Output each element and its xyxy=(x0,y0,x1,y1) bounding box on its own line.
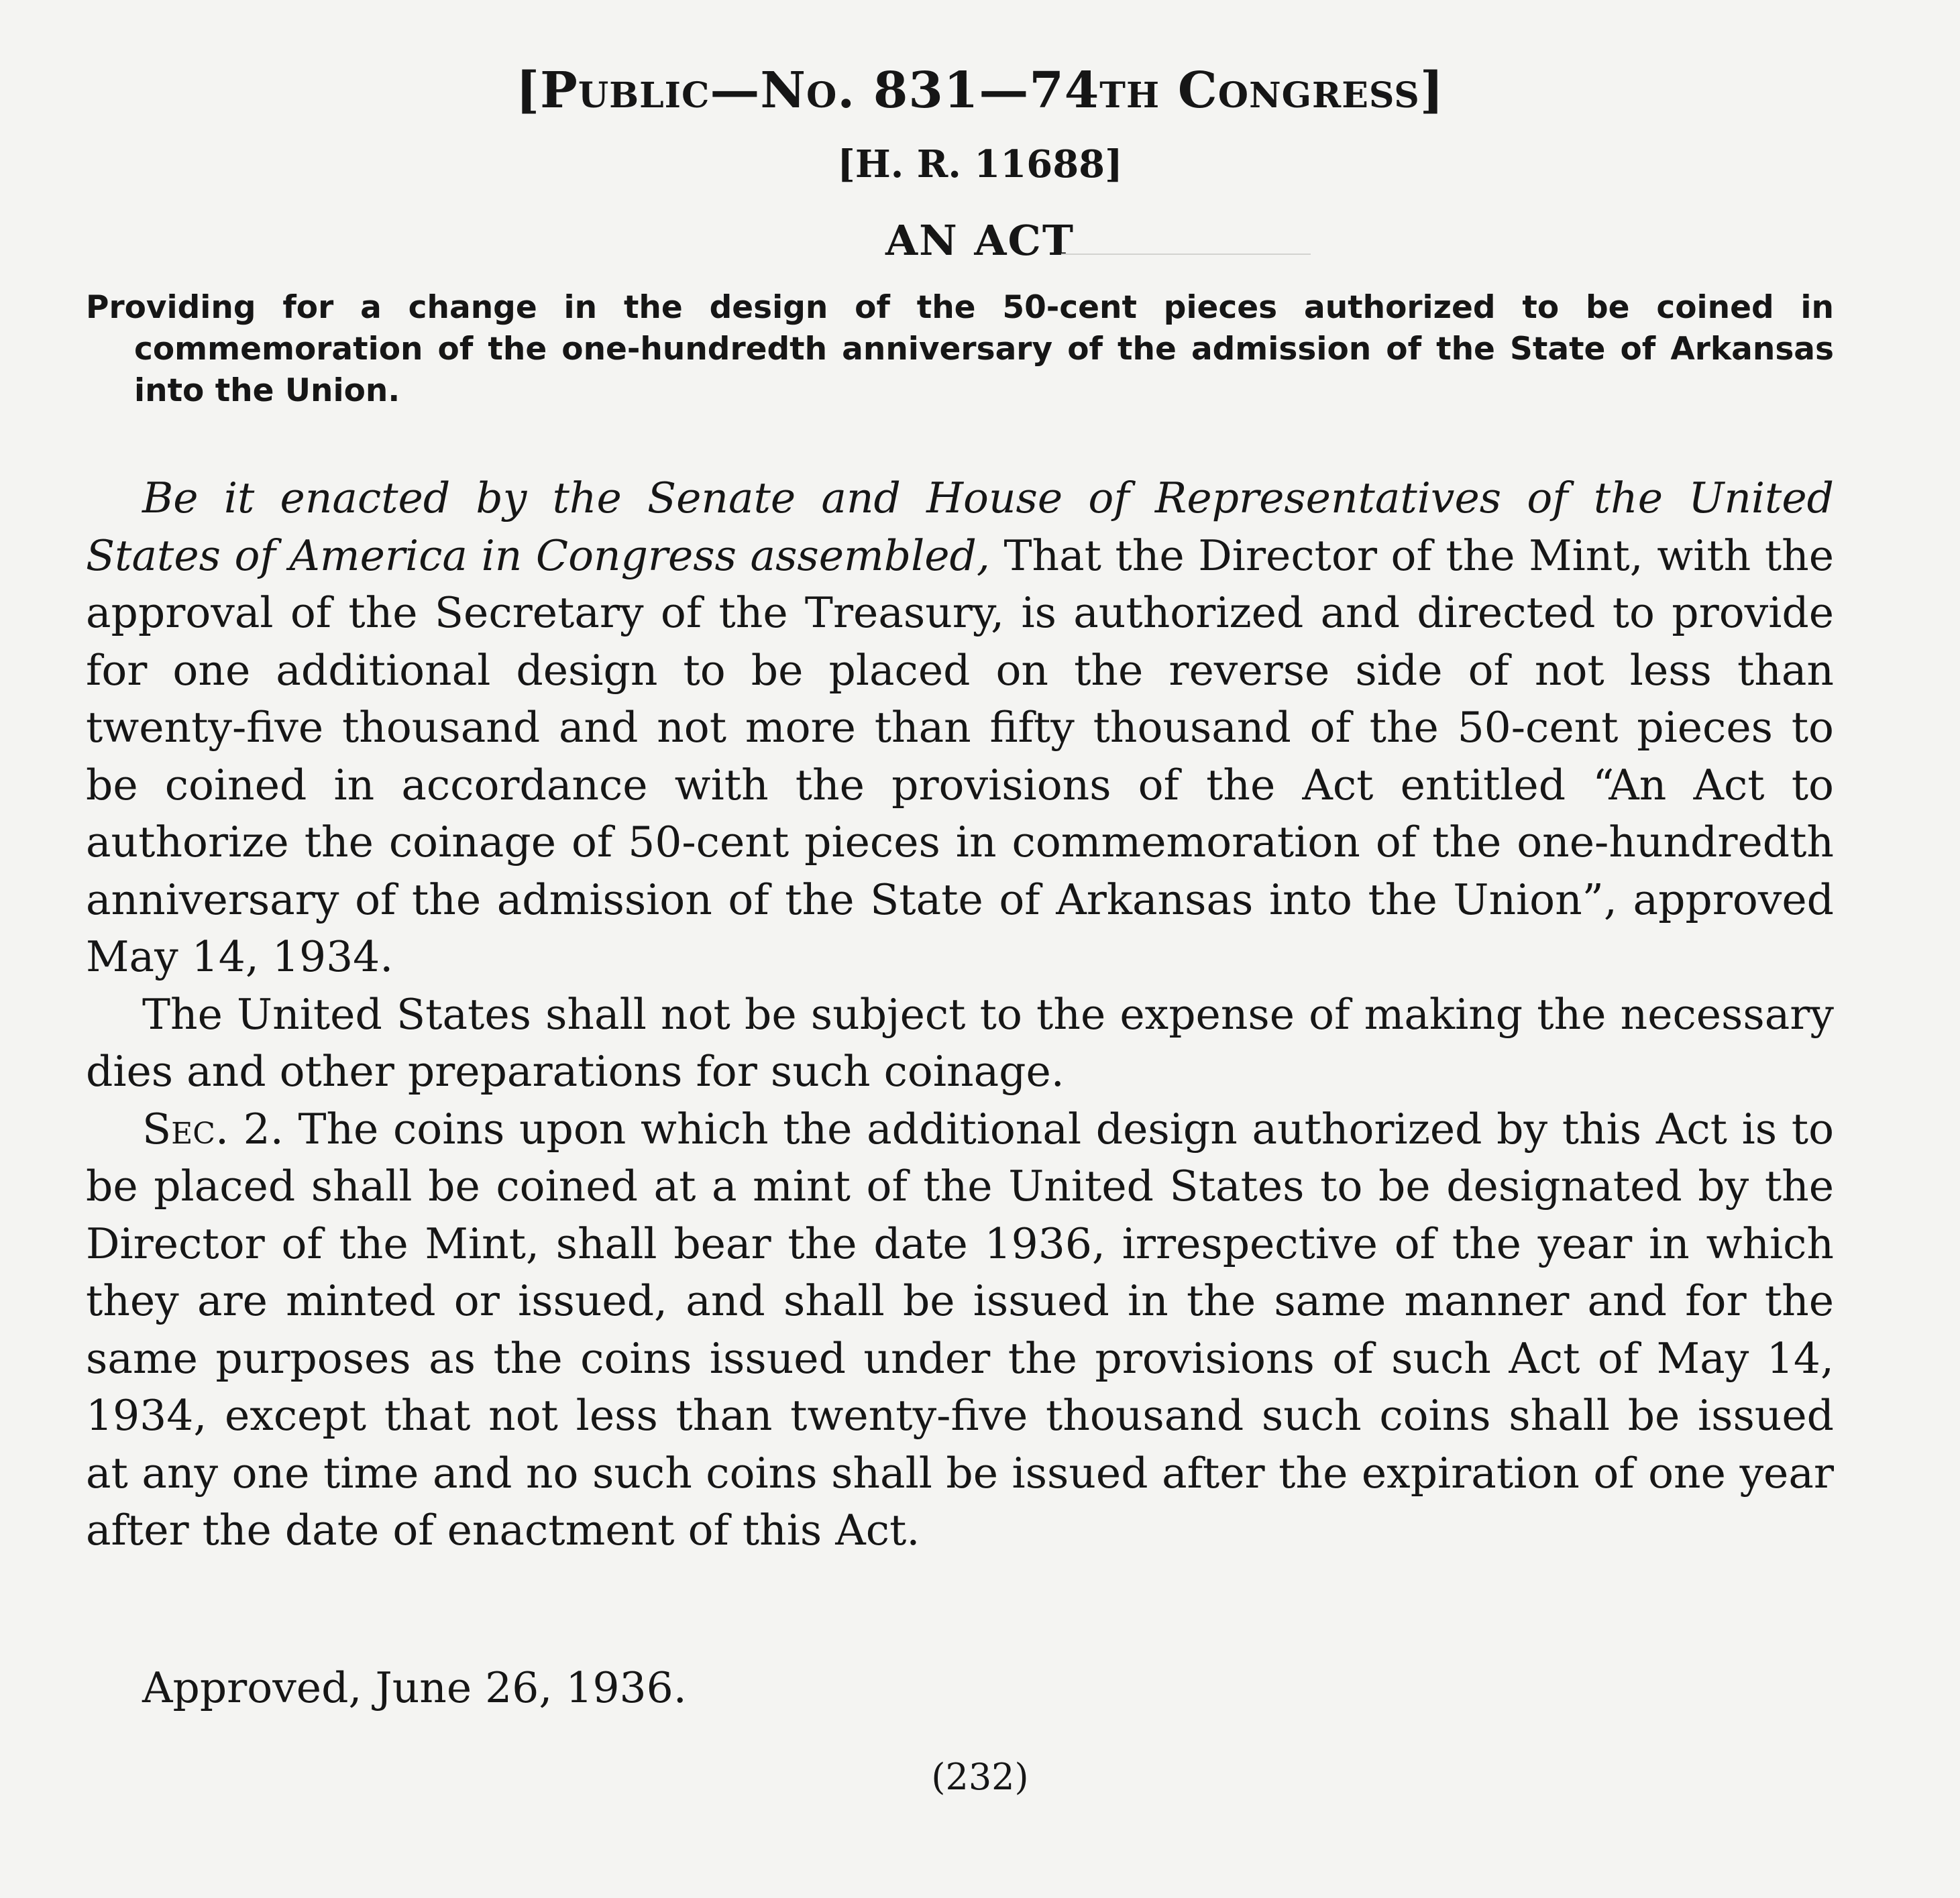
paragraph-1-text: That the Director of the Mint, with the approval of the Secretary of the Treasury, is authorized and directed to provide for one additional design to be placed on the reverse side of not less than twenty-five thousand and not more than fifty thousand of the 50-cent pieces to be coined in accordance with the provisions of the Act entitled “An Act to authorize the coinage of 50-cent pieces in commemoration of the one-hundredth anniversary of the admission of the State of Arkansas into the Union”, approved May 14, 1934. xyxy=(86,531,1834,981)
enacting-clause: Be it enacted by the Senate and House of Representatives of the United States of America in Congress assembled, xyxy=(86,473,1834,580)
public-law-text: [Public—No. 831—74th Congress] xyxy=(516,62,1444,119)
heading-rule xyxy=(1061,254,1311,255)
act-body xyxy=(86,469,1834,1559)
act-title: Providing for a change in the design of the 50-cent pieces authorized to be coined in commemoration of the one-hundredth anniversary of the admission of the State of Arkansas into the Union. xyxy=(86,289,1834,409)
approval-date: Approved, June 26, 1936. xyxy=(142,1663,687,1712)
section-2 xyxy=(86,1101,1834,1559)
paragraph-2: The United States shall not be subject to the expense of making the necessary dies and other preparations for such coinage. xyxy=(86,989,1834,1096)
act-label: AN ACT xyxy=(885,216,1075,265)
paragraph-1 xyxy=(86,469,1834,986)
section-2-text: The coins upon which the additional design authorized by this Act is to be placed shall be coined at a mint of the United States to be designated by the Director of the Mint, shall bear the date 1936, irrespective of the year in which they are minted or issued, and shall be issued in the same manner and for the same purposes as the coins issued under the provisions of such Act of May 14, 1934, except that not less than twenty-five thousand such coins shall be issued at any one time and no such coins shall be issued after the expiration of one year after the date of enactment of this Act. xyxy=(86,1104,1834,1555)
bill-number: [H. R. 11688] xyxy=(837,142,1123,186)
page-number: (232) xyxy=(931,1756,1029,1798)
section-2-label: Sec. 2. xyxy=(142,1104,284,1154)
public-law-heading xyxy=(0,62,1960,119)
